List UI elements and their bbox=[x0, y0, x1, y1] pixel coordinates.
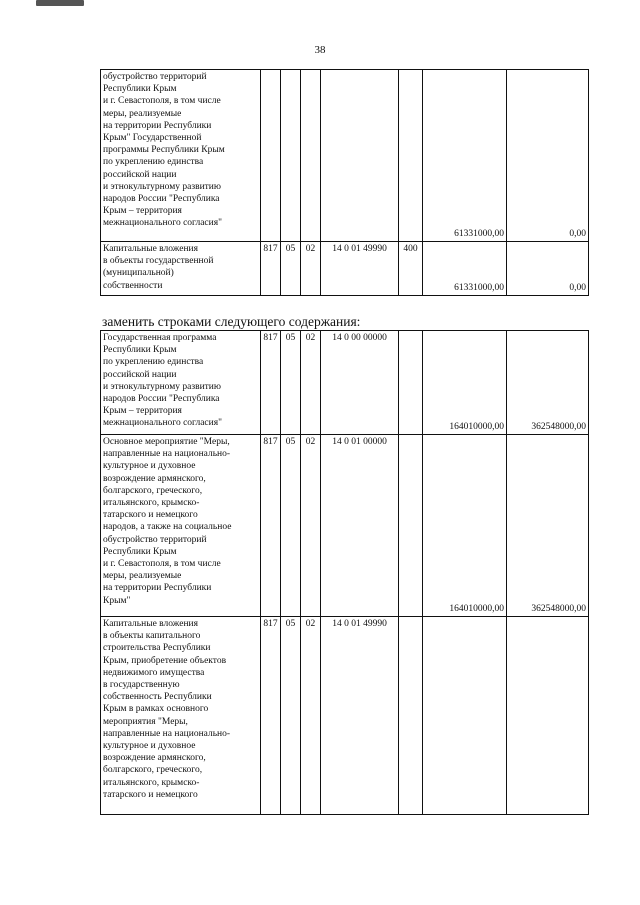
replace-caption: заменить строками следующего содержания: bbox=[102, 314, 361, 329]
table-row bbox=[101, 331, 589, 435]
cell-grbs-code: 817 bbox=[261, 242, 281, 296]
cell-section-code bbox=[281, 70, 301, 242]
cell-section-code: 05 bbox=[281, 617, 301, 815]
cell-amount-2: 0,00 bbox=[507, 242, 589, 296]
cell-grbs-code bbox=[261, 70, 281, 242]
cell-amount-1 bbox=[423, 617, 507, 815]
cell-amount-1: 61331000,00 bbox=[423, 70, 507, 242]
cell-amount-1: 164010000,00 bbox=[423, 331, 507, 435]
cell-section-code: 05 bbox=[281, 435, 301, 617]
row-name: Государственная программа Республики Крым по укреплению единства российской нации и этнокультурному развитию народов России "Республика Крым – территория межнационального согласия" bbox=[101, 331, 261, 435]
cell-target-item-code: 14 0 01 49990 bbox=[321, 242, 399, 296]
cell-expense-type-code bbox=[399, 435, 423, 617]
cell-section-code: 05 bbox=[281, 331, 301, 435]
cell-amount-1: 164010000,00 bbox=[423, 435, 507, 617]
cell-subsection-code bbox=[301, 70, 321, 242]
table-row bbox=[101, 70, 589, 242]
cell-target-item-code: 14 0 01 49990 bbox=[321, 617, 399, 815]
page-number: 38 bbox=[314, 44, 326, 56]
cell-expense-type-code: 400 bbox=[399, 242, 423, 296]
cell-amount-2: 362548000,00 bbox=[507, 331, 589, 435]
cell-subsection-code: 02 bbox=[301, 617, 321, 815]
cell-grbs-code: 817 bbox=[261, 617, 281, 815]
cell-subsection-code: 02 bbox=[301, 242, 321, 296]
cell-grbs-code: 817 bbox=[261, 435, 281, 617]
table-row bbox=[101, 435, 589, 617]
cell-target-item-code bbox=[321, 70, 399, 242]
cell-grbs-code: 817 bbox=[261, 331, 281, 435]
table-row bbox=[101, 242, 589, 296]
cell-expense-type-code bbox=[399, 617, 423, 815]
row-name: Капитальные вложения в объекты государственной (муниципальной) собственности bbox=[101, 242, 261, 296]
budget-table-old-rows bbox=[100, 69, 589, 296]
cell-amount-1: 61331000,00 bbox=[423, 242, 507, 296]
cell-expense-type-code bbox=[399, 331, 423, 435]
budget-table-new-rows bbox=[100, 330, 589, 815]
cell-section-code: 05 bbox=[281, 242, 301, 296]
cell-subsection-code: 02 bbox=[301, 435, 321, 617]
table-row bbox=[101, 617, 589, 815]
row-name: Капитальные вложения в объекты капитального строительства Республики Крым, приобретение объектов недвижимого имущества в государственную собственность Республики Крым в рамках основного мероприятия "Меры, направленные на национально- культурное и духовное возрождение армянского, болгарского, греческого, итальянского, крымско- татарского и немецкого bbox=[101, 617, 261, 815]
cell-subsection-code: 02 bbox=[301, 331, 321, 435]
cell-amount-2 bbox=[507, 617, 589, 815]
row-name: Основное мероприятие "Меры, направленные на национально- культурное и духовное возрождение армянского, болгарского, греческого, итальянского, крымско- татарского и немецкого народов, а также на социальное обустройство территорий Республики Крым и г. Севастополя, в том числе меры, реализуемые на территории Республики Крым" bbox=[101, 435, 261, 617]
cell-target-item-code: 14 0 00 00000 bbox=[321, 331, 399, 435]
cell-target-item-code: 14 0 01 00000 bbox=[321, 435, 399, 617]
cell-expense-type-code bbox=[399, 70, 423, 242]
row-name: обустройство территорий Республики Крым и г. Севастополя, в том числе меры, реализуемые на территории Республики Крым" Государственной программы Республики Крым по укреплению единства российской нации и этнокультурному развитию народов России "Республика Крым – территория межнационального согласия" bbox=[101, 70, 261, 242]
cell-amount-2: 362548000,00 bbox=[507, 435, 589, 617]
cell-amount-2: 0,00 bbox=[507, 70, 589, 242]
scan-corner-mark bbox=[36, 0, 84, 6]
